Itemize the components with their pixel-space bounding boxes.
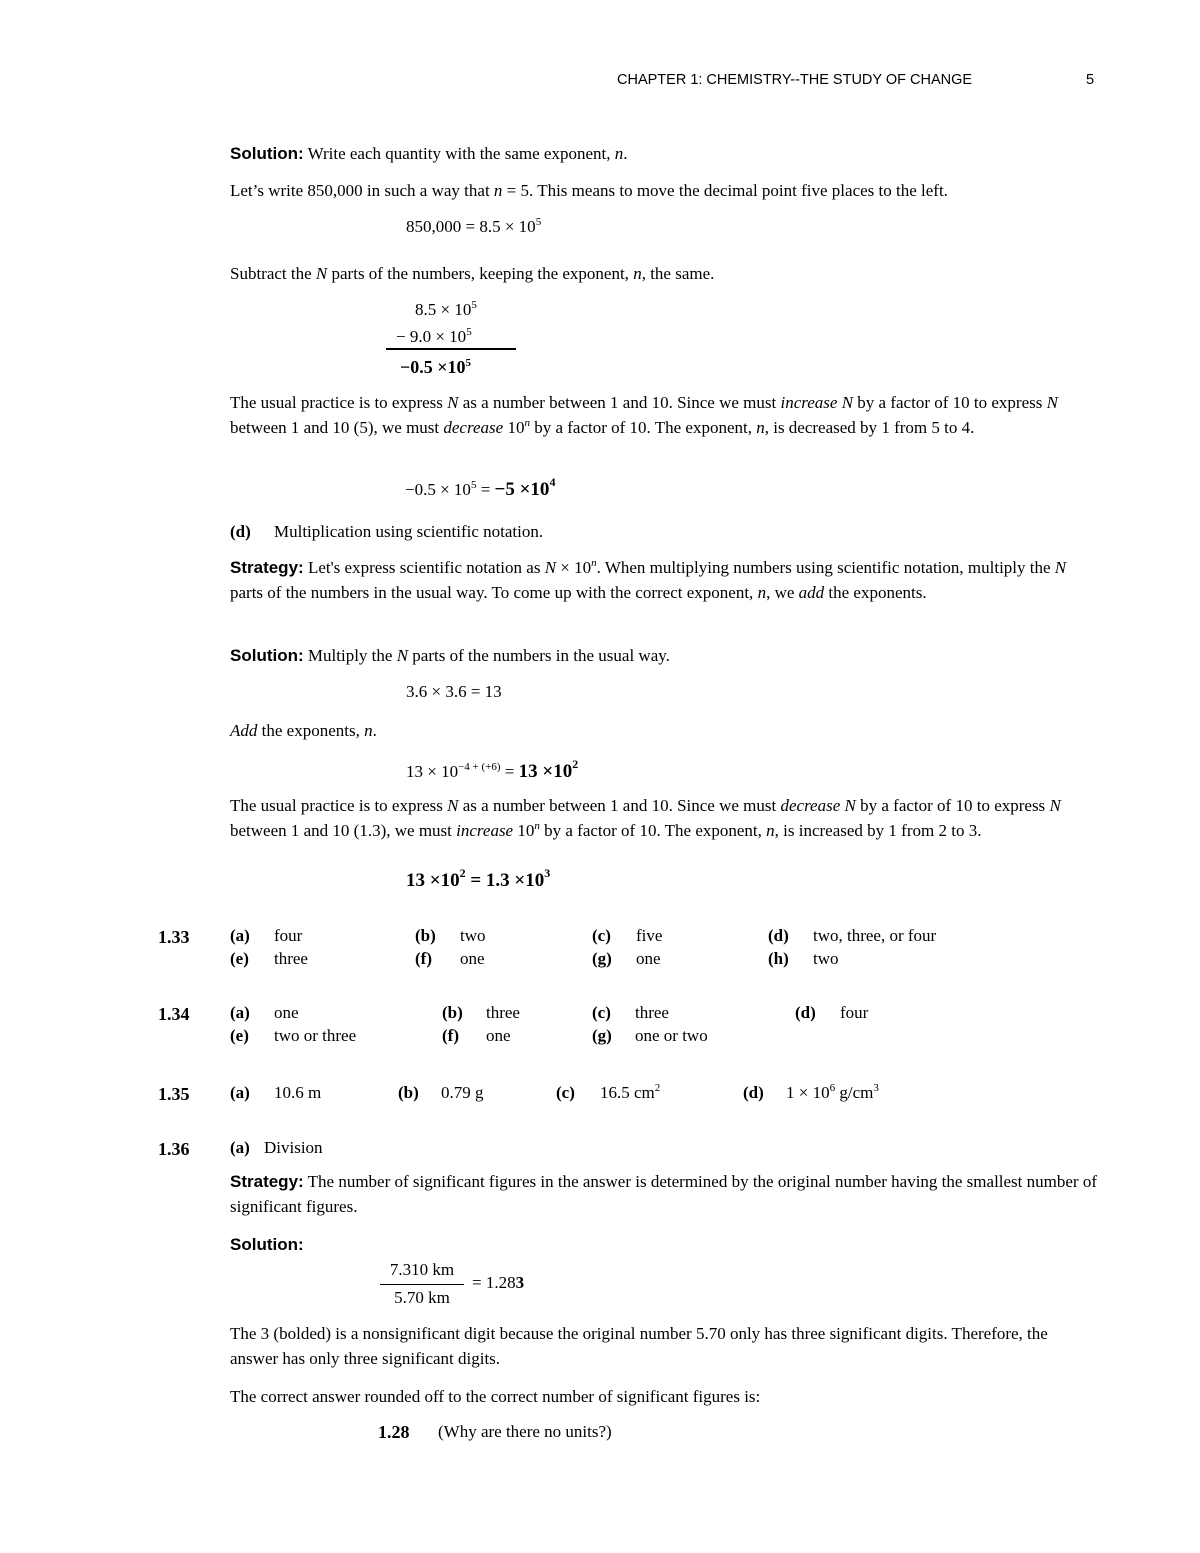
equation: $850,000 = 8.5 \times 10^5$: [406, 216, 542, 236]
answer-text: two or three: [274, 1026, 357, 1045]
answer-text: one or two: [635, 1026, 708, 1045]
final-note: (Why are there no units?): [438, 1422, 612, 1441]
answer-text: one: [636, 949, 661, 968]
answer-text: two: [813, 949, 839, 968]
answer-label: (e): [230, 949, 249, 968]
solution-line: Solution: Multiply the N parts of the numbers in the usual way.: [230, 646, 670, 665]
answer-text: $1 \times 10^6$ $g/cm^3$: [786, 1082, 879, 1102]
solution-line: [230, 1233, 304, 1258]
part-title: Division: [264, 1138, 323, 1157]
fraction-result: = 1.283: [472, 1273, 525, 1292]
answer-text: two, three, or four: [813, 926, 937, 945]
answer-text: one: [460, 949, 485, 968]
answer-label: (c): [556, 1083, 575, 1102]
answer-label: (g): [592, 949, 612, 968]
equation: $-0.5 \times 10^5 = -5 \times 10^4$: [405, 475, 556, 500]
answer-text: four: [274, 926, 303, 945]
answer-text: five: [636, 926, 663, 945]
answer-label: (c): [592, 1003, 611, 1022]
subtraction-line-1: $8.5 \times 10^5$: [415, 299, 477, 319]
answer-text: 16.5 $cm^2$: [600, 1082, 661, 1102]
answer-label: (b): [398, 1083, 419, 1102]
answer-label: (h): [768, 949, 789, 968]
problem-number: 1.35: [158, 1084, 190, 1104]
final-equation: $13 \times 10^2 = 1.3 \times 10^3$: [406, 866, 551, 891]
page-number: 5: [1086, 72, 1095, 88]
answer-label: (d): [743, 1083, 764, 1102]
paragraph: Add the exponents, n.: [230, 721, 377, 740]
answer-label: (f): [415, 949, 432, 968]
answer-text: three: [274, 949, 308, 968]
sum-rule: [386, 348, 516, 350]
answer-label: (e): [230, 1026, 249, 1045]
answer-label: (a): [230, 926, 250, 945]
part-label: (d): [230, 522, 251, 541]
answer-text: two: [460, 926, 486, 945]
answer-label: (g): [592, 1026, 612, 1045]
part-label: (a): [230, 1138, 250, 1157]
answer-label: (d): [768, 926, 789, 945]
answer-text: three: [635, 1003, 669, 1022]
strategy-label: Strategy:: [230, 1172, 304, 1191]
strategy-paragraph: Strategy: The number of significant figures in the answer is determined by the original number having the smallest number of significant figures.: [230, 1172, 1097, 1216]
fraction-numerator: 7.310 km: [389, 1260, 455, 1279]
paragraph: The usual practice is to express N as a number between 1 and 10. Since we must increase N by a factor of 10 to express N between 1 and 10 (5), we must decrease 10$^n$ by a factor of 10. The exponent, n, is decreased by 1 from 5 to 4.: [230, 393, 1058, 437]
paragraph: The usual practice is to express N as a number between 1 and 10. Since we must decrease N by a factor of 10 to express N between 1 and 10 (1.3), we must increase 10$^n$ by a factor of 10. The exponent, n, is increased by 1 from 2 to 3.: [230, 796, 1061, 840]
problem-number: 1.34: [158, 1004, 190, 1024]
paragraph: The 3 (bolded) is a nonsignificant digit because the original number 5.70 only has three significant digits. Therefore, the answer has only three significant digits.: [230, 1324, 1048, 1368]
strategy-label: Strategy:: [230, 558, 304, 577]
problem-number: 1.36: [158, 1139, 190, 1159]
paragraph: Let’s write 850,000 in such a way that n = 5. This means to move the decimal point five places to the left.: [230, 181, 948, 200]
answer-text: one: [274, 1003, 299, 1022]
answer-label: (a): [230, 1083, 250, 1102]
subtraction-line-2: − $9.0 \times 10^5$: [396, 326, 472, 346]
answer-text: 0.79 g: [441, 1083, 484, 1102]
answer-text: three: [486, 1003, 520, 1022]
paragraph: Subtract the N parts of the numbers, keeping the exponent, n, the same.: [230, 264, 715, 283]
subtraction-result: $-0.5 \times 10^5$: [400, 357, 472, 377]
answer-label: (f): [442, 1026, 459, 1045]
equation: 3.6 × 3.6 = 13: [406, 682, 502, 701]
answer-text: one: [486, 1026, 511, 1045]
fraction-denominator: 5.70 km: [394, 1288, 450, 1307]
solution-label: Solution:: [230, 646, 304, 665]
running-header: CHAPTER 1: CHEMISTRY--THE STUDY OF CHANGE: [617, 72, 973, 88]
answer-label: (a): [230, 1003, 250, 1022]
answer-text: four: [840, 1003, 869, 1022]
answer-label: (c): [592, 926, 611, 945]
fraction-bar: [380, 1284, 464, 1285]
paragraph: The correct answer rounded off to the correct number of significant figures is:: [230, 1387, 761, 1406]
equation: $13 \times 10^{-4 + (+6)} = 13 \times 10^2$: [406, 757, 579, 782]
solution-label: Solution:: [230, 1235, 304, 1254]
answer-label: (b): [442, 1003, 463, 1022]
answer-label: (d): [795, 1003, 816, 1022]
solution-label: Solution:: [230, 144, 304, 163]
part-title: Multiplication using scientific notation.: [274, 522, 544, 541]
final-answer: 1.28: [378, 1422, 410, 1442]
answer-text: 10.6 m: [274, 1083, 322, 1102]
answer-label: (b): [415, 926, 436, 945]
solution-line: Solution: Write each quantity with the same exponent, n.: [230, 144, 628, 163]
problem-number: 1.33: [158, 927, 190, 947]
strategy-paragraph: Strategy: Let's express scientific notation as $N \times 10^n$. When multiplying numbers using scientific notation, multiply the N parts of the numbers in the usual way. To come up with the correct exponent, n, we add the exponents.: [230, 557, 1067, 602]
